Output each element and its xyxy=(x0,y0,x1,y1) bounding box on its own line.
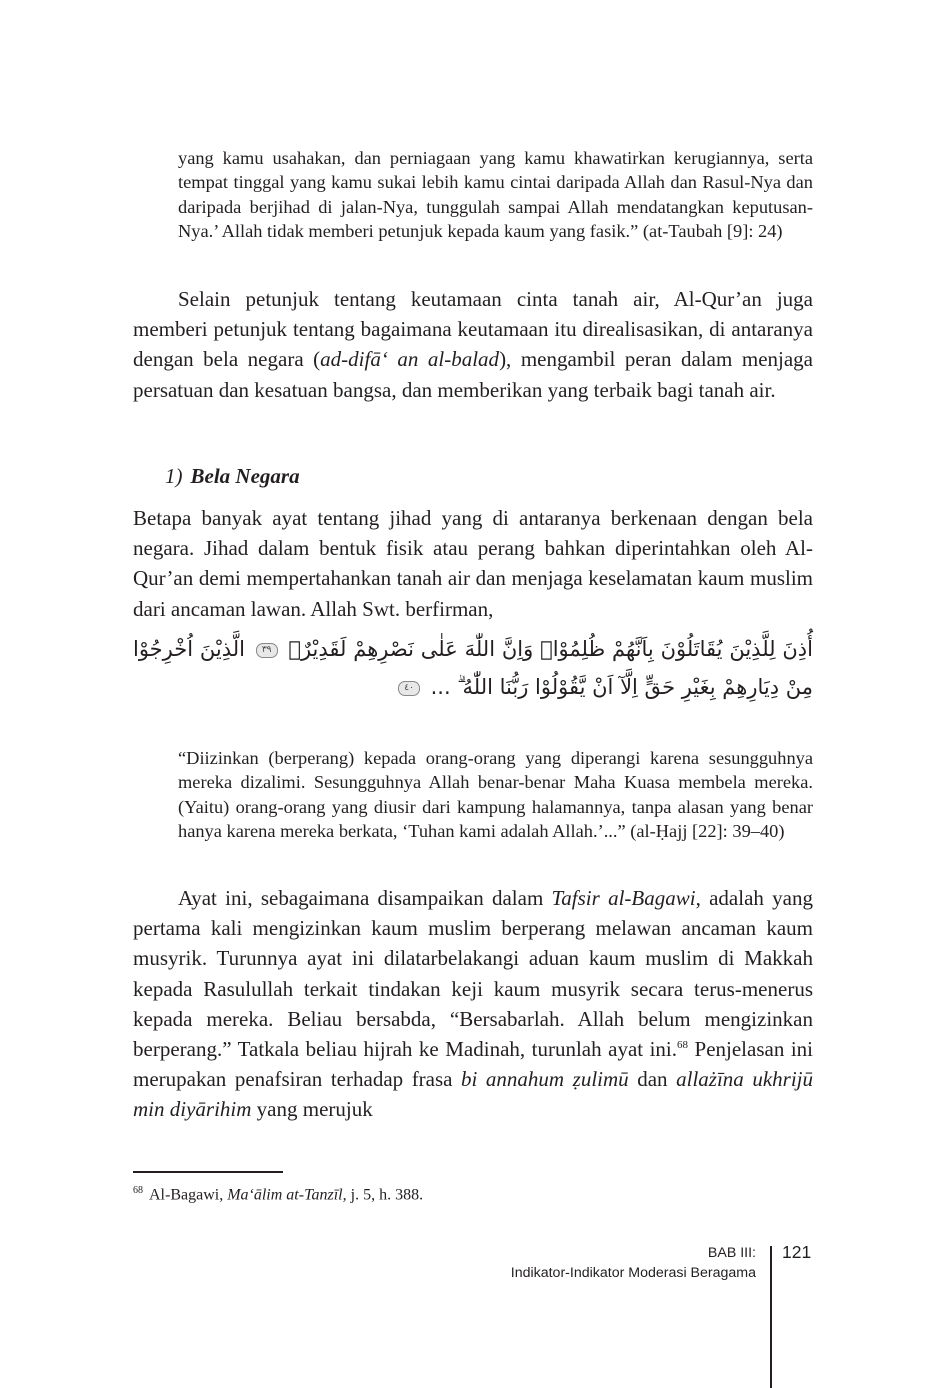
para3-text-5: yang merujuk xyxy=(251,1097,373,1122)
translation-text: “Diizinkan (berperang) kepada orang-orang yang diperangi karena sesungguhnya mereka dizalimi. Sesungguhnya Allah benar-benar Maha Kuasa membela mereka. (Yaitu) orang-orang yang diusir dari kampung halamannya, tanpa alasan yang benar hanya karena mereka berkata, ‘Tuhan kami adalah Allah.’...” (al-Ḥajj [22]: 39–40) xyxy=(178,748,813,841)
ayah-number-marker-40: ٤٠ xyxy=(398,681,420,696)
section-heading xyxy=(165,464,300,489)
footer-chapter-label: BAB III: xyxy=(707,1245,756,1261)
para3-italic-phrase-1: bi annahum ẓulimū xyxy=(461,1067,629,1092)
arabic-verse-block xyxy=(133,630,813,706)
quote-block-top xyxy=(178,146,813,243)
footnote xyxy=(133,1180,813,1206)
footnote-divider xyxy=(133,1171,283,1173)
footnote-italic-title: Ma‘ālim at-Tanzīl, xyxy=(227,1186,347,1204)
para3-text-2: , adalah yang pertama kali mengizinkan kaum muslim berperang melawan ancaman kaum musyrik. Turunnya ayat ini dilatarbelakangi aduan kaum muslim di Makkah kepada Rasulullah terkait tindakan keji kaum musyrik secara terus-menerus kepada mereka. Beliau bersabda, “Bersabarlah. Allah belum mengizinkan berperang.” Tatkala beliau hijrah ke Madinah, turunlah ayat ini. xyxy=(133,886,813,1062)
footnote-text-before: Al-Bagawi, xyxy=(149,1186,228,1204)
para1-text-after: ), mengambil peran dalam menjaga persatuan dan kesatuan bangsa, dan memberikan yang terbaik bagi tanah air. xyxy=(133,347,813,402)
footnote-reference[interactable]: 68 xyxy=(677,1039,689,1052)
para3-italic-phrase-2: allażīna ukhrijū min diyārihim xyxy=(133,1067,813,1122)
paragraph-tafsir-bagawi xyxy=(133,883,813,1125)
arabic-verse-39: أُذِنَ لِلَّذِيْنَ يُقَاتَلُوْنَ بِاَنَّهُمْ ظُلِمُوْاۗ وَاِنَّ اللّٰهَ عَلٰى نَصْرِهِمْ لَقَدِيْرٌۙ xyxy=(288,637,813,661)
verse-translation-block xyxy=(178,746,813,843)
para1-text-before: Selain petunjuk tentang keutamaan cinta tanah air, Al-Qur’an juga memberi petunjuk tentang bagaimana keutamaan itu direalisasikan, di antaranya dengan bela negara ( xyxy=(133,287,813,372)
paragraph-cinta-tanah-air xyxy=(133,284,813,405)
page-number: 121 xyxy=(782,1242,812,1262)
footnote-number: 68 xyxy=(133,1185,143,1196)
paragraph-bela-negara: Betapa banyak ayat tentang jihad yang di antaranya berkenaan dengan bela negara. Jihad dalam bentuk fisik atau perang bahkan diperintahkan oleh Al-Qur’an demi mempertahankan tanah air dan menjaga keselamatan kaum muslim dari ancaman lawan. Allah Swt. berfirman, xyxy=(133,506,813,621)
arabic-verse-40: الَّذِيْنَ اُخْرِجُوْا مِنْ دِيَارِهِمْ بِغَيْرِ حَقٍّ اِلَّآ اَنْ يَّقُوْلُوْا رَبُّنَا اللّٰهُ ۗ ... xyxy=(133,637,813,699)
para3-text-3: Penjelasan ini merupakan penafsiran terhadap frasa xyxy=(133,1037,813,1092)
para3-text-1: Ayat ini, sebagaimana disampaikan dalam xyxy=(178,886,552,910)
footnote-text-after: j. 5, h. 388. xyxy=(346,1186,424,1204)
footer-vertical-divider xyxy=(770,1246,772,1388)
section-title: Bela Negara xyxy=(190,464,300,488)
quote-text: yang kamu usahakan, dan perniagaan yang kamu khawatirkan kerugiannya, serta tempat tinggal yang kamu sukai lebih kamu cintai daripada Allah dan Rasul-Nya dan daripada berjihad di jalan-Nya, tunggulah sampai Allah mendatangkan keputusan-Nya.’ Allah tidak memberi petunjuk kepada kaum yang fasik.” (at-Taubah [9]: 24) xyxy=(178,148,813,241)
running-footer xyxy=(511,1243,756,1283)
para1-italic-term: ad-difā‘ an al-balad xyxy=(320,347,500,372)
footer-chapter-title: Indikator-Indikator Moderasi Beragama xyxy=(510,1265,756,1281)
para3-text-4: dan xyxy=(628,1067,677,1092)
section-number: 1) xyxy=(165,464,183,488)
para3-italic-tafsir-title: Tafsir al-Bagawi xyxy=(551,886,696,910)
ayah-number-marker-39: ٣٩ xyxy=(256,643,278,658)
